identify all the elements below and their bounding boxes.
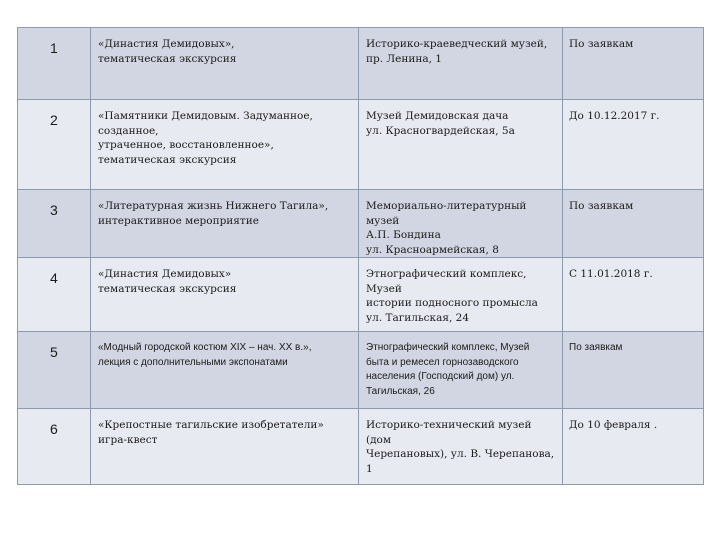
event-location: Этнографический комплекс, Музей быта и ремесел горнозаводского населения (Господский дом) ул. Тагильская, 26 [359,332,563,409]
table-row [18,28,704,100]
table-row [18,258,704,332]
row-number: 5 [18,332,91,409]
event-date: До 10 февраля . [563,409,704,485]
event-location: Историко-краеведческий музей, пр. Ленина, 1 [359,28,563,100]
table-row [18,100,704,190]
event-location: Мемориально-литературный музей А.П. Бондина ул. Красноармейская, 8 [359,190,563,258]
event-date: С 11.01.2018 г. [563,258,704,332]
event-location: Этнографический комплекс, Музей истории подносного промысла ул. Тагильская, 24 [359,258,563,332]
event-date: До 10.12.2017 г. [563,100,704,190]
event-title: «Династия Демидовых» тематическая экскурсия [91,258,359,332]
event-date: По заявкам [563,28,704,100]
event-title: «Модный городской костюм XIX – нач. XX в.», лекция с дополнительными экспонатами [91,332,359,409]
row-number: 3 [18,190,91,258]
events-table [17,27,704,485]
row-number: 2 [18,100,91,190]
event-date: По заявкам [563,332,704,409]
row-number: 6 [18,409,91,485]
event-title: «Династия Демидовых», тематическая экскурсия [91,28,359,100]
event-location: Музей Демидовская дача ул. Красногвардейская, 5а [359,100,563,190]
table-row [18,409,704,485]
event-location: Историко-технический музей (дом Черепановых), ул. В. Черепанова, 1 [359,409,563,485]
table-row [18,190,704,258]
event-title: «Литературная жизнь Нижнего Тагила», интерактивное мероприятие [91,190,359,258]
event-date: По заявкам [563,190,704,258]
row-number: 1 [18,28,91,100]
table-row [18,332,704,409]
row-number: 4 [18,258,91,332]
event-title: «Крепостные тагильские изобретатели» игра-квест [91,409,359,485]
event-title: «Памятники Демидовым. Задуманное, созданное, утраченное, восстановленное», тематическая экскурсия [91,100,359,190]
